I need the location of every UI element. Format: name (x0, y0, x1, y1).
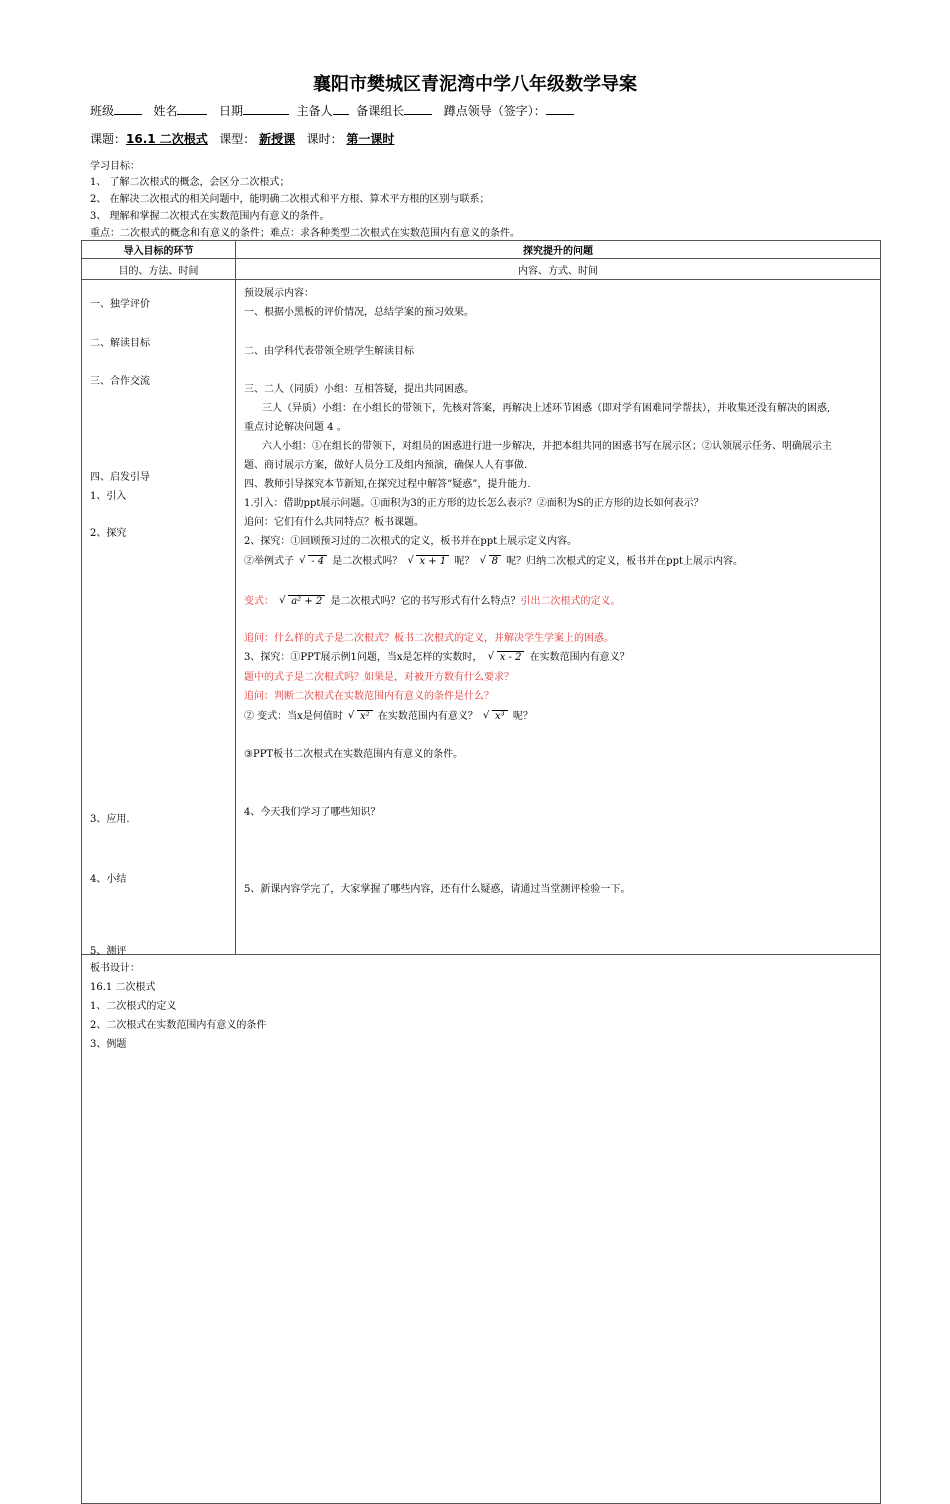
left-item: 3、应用. (90, 814, 130, 825)
content-line: 三、二人（同质）小组：互相答疑，提出共同困惑。 (244, 384, 474, 395)
date-blank[interactable] (243, 102, 289, 115)
variant-label: 变式： (244, 596, 274, 607)
content-line: 追问：它们有什么共同特点？板书课题。 (244, 517, 424, 528)
question-4-line: 4、今天我们学习了哪些知识？ (244, 807, 381, 818)
content-line: 三人（异质）小组：在小组长的带领下，先核对答案，再解决上述环节困惑（即对学有困难同学帮扶），并收集还没有解决的困惑, (262, 403, 831, 414)
explore-line (244, 648, 630, 663)
board-line: 16.1 二次根式 (90, 982, 156, 993)
content-line: 题、商讨展示方案，做好人员分工及组内预演，确保人人有事做. (244, 460, 528, 471)
type-value: 新授课 (259, 132, 296, 146)
cube-root-expression (480, 556, 501, 567)
content-line: 二、由学科代表带领全班学生解读目标 (244, 346, 414, 357)
content-line: 一、根据小黑板的评价情况，总结学案的预习效果。 (244, 307, 474, 318)
left-item: 二、解读目标 (90, 338, 150, 349)
board-heading: 板书设计： (90, 963, 140, 974)
name-label: 姓名 (153, 104, 178, 118)
red-question-line: 追问：判断二次根式在实数范围内有意义的条件是什么？ (244, 691, 494, 702)
variant2-line (244, 707, 533, 722)
variant2-suffix: 呢？ (512, 711, 533, 722)
example-line (244, 552, 743, 567)
variant-red-text: 引出二次根式的定义。 (520, 596, 621, 607)
left-item: 四、启发引导 (90, 472, 150, 483)
left-item: 1、引入 (90, 491, 127, 502)
date-label: 日期 (218, 104, 243, 118)
radicand: 8 (489, 555, 501, 567)
topic-value: 16.1 二次根式 (126, 132, 208, 146)
radicand: - 4 (308, 555, 327, 567)
ppt-line: ③PPT板书二次根式在实数范围内有意义的条件。 (244, 749, 464, 760)
left-column (82, 280, 236, 955)
sqrt-expression (407, 556, 449, 567)
variant-line (244, 592, 620, 607)
left-item: 2、探究 (90, 528, 127, 539)
class-label: 班级 (90, 104, 115, 118)
content-line: 六人小组：①在组长的带领下，对组员的困惑进行进一步解决，并把本组共同的困惑书写在展示区；②认领展示任务、明确展示主 (262, 441, 832, 452)
radicand: x² (357, 710, 373, 722)
red-question-line: 题中的式子是二次根式吗？如果是，对被开方数有什么要求？ (244, 672, 514, 683)
info-row (90, 102, 574, 119)
example-text: 呢？ (454, 556, 475, 567)
subheader-right: 内容、方式、时间 (236, 259, 881, 280)
board-line: 1、二次根式的定义 (90, 1001, 177, 1012)
objectives-heading: 学习目标： (90, 161, 140, 172)
left-item: 5、测评 (90, 946, 127, 957)
lesson-table (81, 240, 881, 1504)
objective-item-1: 1、 了解二次根式的概念，会区分二次根式； (90, 177, 290, 188)
example-prefix: ②举例式子 (244, 556, 294, 567)
board-design-cell (82, 955, 881, 1504)
question-5-line: 5、新课内容学完了，大家掌握了哪些内容，还有什么疑惑，请通过当堂测评检验一下。 (244, 884, 631, 895)
key-points: 重点：二次根式的概念和有意义的条件；难点：求各种类型二次根式在实数范围内有意义的条件。 (90, 228, 520, 239)
right-column (236, 280, 881, 955)
objective-item-3: 3、 理解和掌握二次根式在实数范围内有意义的条件。 (90, 211, 330, 222)
preparer-blank[interactable] (333, 102, 349, 115)
radicand: x³ (492, 710, 508, 722)
radicand: x - 2 (497, 651, 525, 663)
explore-prefix: 3、探究：①PPT展示例1问题，当x是怎样的实数时， (244, 652, 483, 663)
left-item: 三、合作交流 (90, 376, 150, 387)
type-label: 课型： (219, 132, 256, 146)
objective-item-2: 2、 在解决二次根式的相关问题中，能明确二次根式和平方根、算术平方根的区别与联系； (90, 194, 490, 205)
radicand: x + 1 (416, 555, 449, 567)
group-leader-label: 备课组长 (356, 104, 405, 118)
example-suffix: 呢？归纳二次根式的定义，板书并在ppt上展示内容。 (506, 556, 743, 567)
content-line: 四、教师引导探究本节新知,在探究过程中解答”疑惑”，提升能力. (244, 479, 531, 490)
topic-label: 课题： (90, 132, 127, 146)
supervisor-label: 蹲点领导（签字）： (443, 104, 546, 118)
left-item: 4、小结 (90, 874, 127, 885)
radicand: a² + 2 (288, 595, 325, 607)
sqrt-expression (279, 596, 325, 607)
supervisor-blank[interactable] (546, 102, 574, 115)
sqrt-expression (483, 711, 508, 722)
content-line: 预设展示内容： (244, 288, 314, 299)
followup-line: 追问：什么样的式子是二次根式？板书二次根式的定义，并解决学生学案上的困惑。 (244, 633, 614, 644)
variant2-text: 在实数范围内有意义？ (377, 711, 478, 722)
preparer-label: 主备人 (296, 104, 333, 118)
period-value: 第一课时 (346, 132, 395, 146)
name-blank[interactable] (177, 102, 207, 115)
group-leader-blank[interactable] (404, 102, 432, 115)
board-line: 3、例题 (90, 1039, 127, 1050)
content-line: 2、探究：①回顾预习过的二次根式的定义，板书并在ppt上展示定义内容。 (244, 536, 578, 547)
header-left: 导入目标的环节 (82, 241, 236, 259)
left-item: 一、独学评价 (90, 299, 150, 310)
sqrt-expression (299, 556, 327, 567)
sqrt-expression (488, 652, 525, 663)
example-text: 是二次根式吗？ (332, 556, 403, 567)
variant2-prefix: ② 变式：当x是何值时 (244, 711, 343, 722)
class-blank[interactable] (114, 102, 142, 115)
variant-text: 是二次根式吗？它的书写形式有什么特点？ (330, 596, 521, 607)
period-label: 课时： (306, 132, 343, 146)
board-line: 2、二次根式在实数范围内有意义的条件 (90, 1020, 267, 1031)
page-title: 襄阳市樊城区青泥湾中学八年级数学导案 (313, 74, 637, 95)
subheader-left: 目的、方法、时间 (82, 259, 236, 280)
explore-suffix: 在实数范围内有意义？ (529, 652, 630, 663)
content-line: 1.引入：借助ppt展示问题。①面积为3的正方形的边长怎么表示？②面积为S的正方形的边长如何表示？ (244, 498, 704, 509)
sqrt-expression (348, 711, 373, 722)
content-line: 重点讨论解决问题 4 。 (244, 422, 347, 433)
header-right: 探究提升的问题 (236, 241, 881, 259)
topic-row (90, 130, 394, 147)
